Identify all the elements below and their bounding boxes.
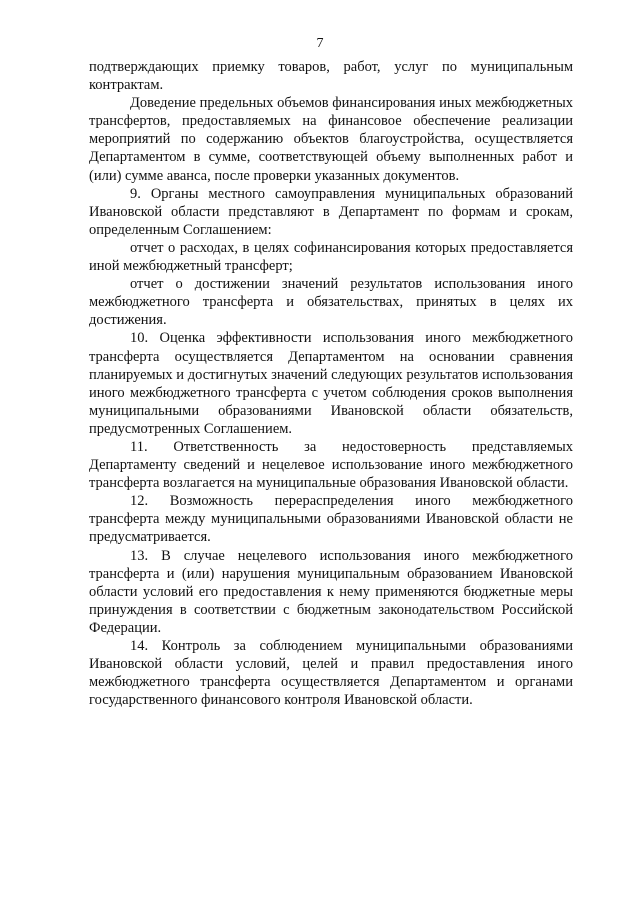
paragraph-item-10: 10. Оценка эффективности использования иного межбюджетного трансферта осуществляется Департаментом на основании сравнения планируемых и достигнутых значений следующих результатов использования иного межбюджетного трансферта с учетом соблюдения сроков выполнения муниципальными образованиями Ивановской области обязательств, предусмотренных Соглашением. xyxy=(89,330,573,437)
paragraph-item-12: 12. Возможность перераспределения иного межбюджетного трансферта между муниципальными образованиями Ивановской области не предусматривается. xyxy=(89,493,573,546)
paragraph-item-9: 9. Органы местного самоуправления муниципальных образований Ивановской области представляют в Департамент по формам и срокам, определенным Соглашением: xyxy=(89,185,573,238)
paragraph-continuation: подтверждающих приемку товаров, работ, услуг по муниципальным контрактам. xyxy=(89,59,573,94)
paragraph-funding-limits: Доведение предельных объемов финансирования иных межбюджетных трансфертов, предоставляемых на финансовое обеспечение реализации мероприятий по содержанию объектов благоустройства, осуществляется Департаментом в сумме, соответствующей объему выполненных работ и (или) сумме аванса, после проверки указанных документов. xyxy=(89,95,573,184)
paragraph-item-14: 14. Контроль за соблюдением муниципальными образованиями Ивановской области условий, целей и правил предоставления иного межбюджетного трансферта осуществляется Департаментом и органами государственного финансового контроля Ивановской области. xyxy=(89,638,573,709)
paragraph-item-13: 13. В случае нецелевого использования иного межбюджетного трансферта и (или) нарушения муниципальным образованием Ивановской области условий его предоставления к нему применяются бюджетные меры принуждения в соответствии с бюджетным законодательством Российской Федерации. xyxy=(89,547,573,636)
paragraph-report-results: отчет о достижении значений результатов использования иного межбюджетного трансферта и обязательствах, принятых в целях их достижения. xyxy=(89,276,573,329)
document-body xyxy=(89,58,573,709)
paragraph-report-expenses: отчет о расходах, в целях софинансирования которых предоставляется иной межбюджетный трансферт; xyxy=(89,239,573,275)
page-number: 7 xyxy=(316,36,324,51)
paragraph-item-11: 11. Ответственность за недостоверность представляемых Департаменту сведений и нецелевое использование иного межбюджетного трансферта возлагается на муниципальные образования Ивановской области. xyxy=(89,438,573,492)
